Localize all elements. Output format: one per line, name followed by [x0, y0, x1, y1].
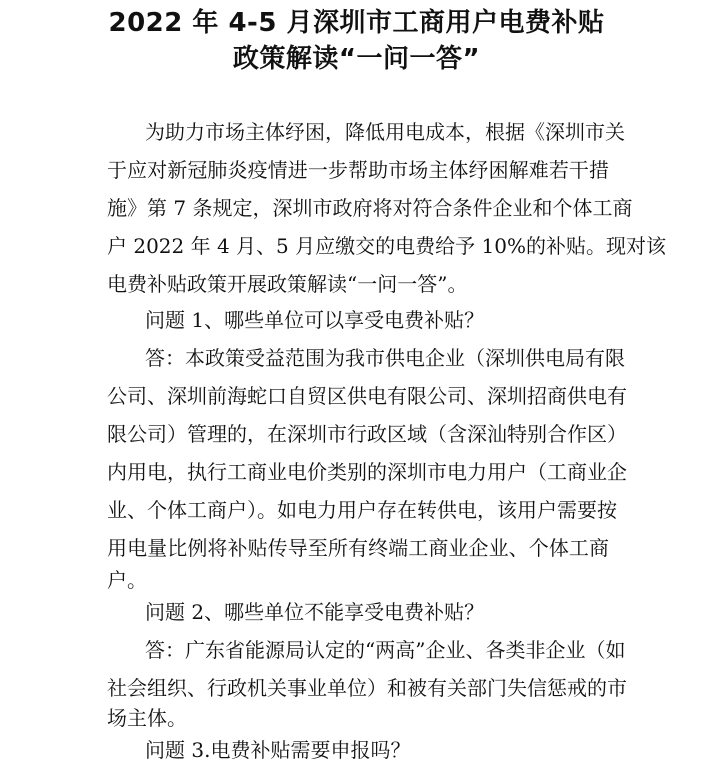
answer-1-line-4: 内用电，执行工商业电价类别的深圳市电力用户（工商业企 [107, 460, 627, 484]
answer-1-line-2: 公司、深圳前海蛇口自贸区供电有限公司、深圳招商供电有 [107, 384, 627, 408]
document-title-line-1: 2022 年 4-5 月深圳市工商用户电费补贴 [108, 8, 605, 38]
intro-line-1: 为助力市场主体纾困，降低用电成本，根据《深圳市关 [145, 120, 625, 144]
intro-line-5: 电费补贴政策开展政策解读“一问一答”。 [107, 272, 468, 296]
answer-1-line-6: 用电量比例将补贴传导至所有终端工商业企业、个体工商 [107, 536, 609, 560]
document-title-line-2: 政策解读“一问一答” [232, 44, 481, 74]
intro-line-4: 户 2022 年 4 月、5 月应缴交的电费给予 10%的补贴。现对该 [107, 234, 666, 258]
answer-2-line-1: 答：广东省能源局认定的“两高”企业、各类非企业（如 [145, 638, 626, 662]
question-1-heading: 问题 1、哪些单位可以享受电费补贴？ [145, 308, 485, 332]
intro-line-3: 施》第 7 条规定，深圳市政府将对符合条件企业和个体工商 [107, 196, 633, 220]
answer-1-line-5: 业、个体工商户）。如电力用户存在转供电，该用户需要按 [107, 498, 617, 522]
intro-line-2: 于应对新冠肺炎疫情进一步帮助市场主体纾困解难若干措 [107, 158, 609, 182]
answer-2-line-2: 社会组织、行政机关事业单位）和被有关部门失信惩戒的市 [107, 676, 627, 700]
answer-1-line-1: 答：本政策受益范围为我市供电企业（深圳供电局有限 [145, 346, 625, 370]
answer-1-line-7: 户。 [107, 568, 147, 592]
question-2-heading: 问题 2、哪些单位不能享受电费补贴？ [145, 600, 485, 624]
question-3-heading: 问题 3.电费补贴需要申报吗？ [145, 738, 411, 762]
answer-2-line-3: 场主体。 [107, 706, 187, 730]
answer-1-line-3: 限公司）管理的，在深圳市行政区域（含深汕特别合作区） [107, 422, 627, 446]
